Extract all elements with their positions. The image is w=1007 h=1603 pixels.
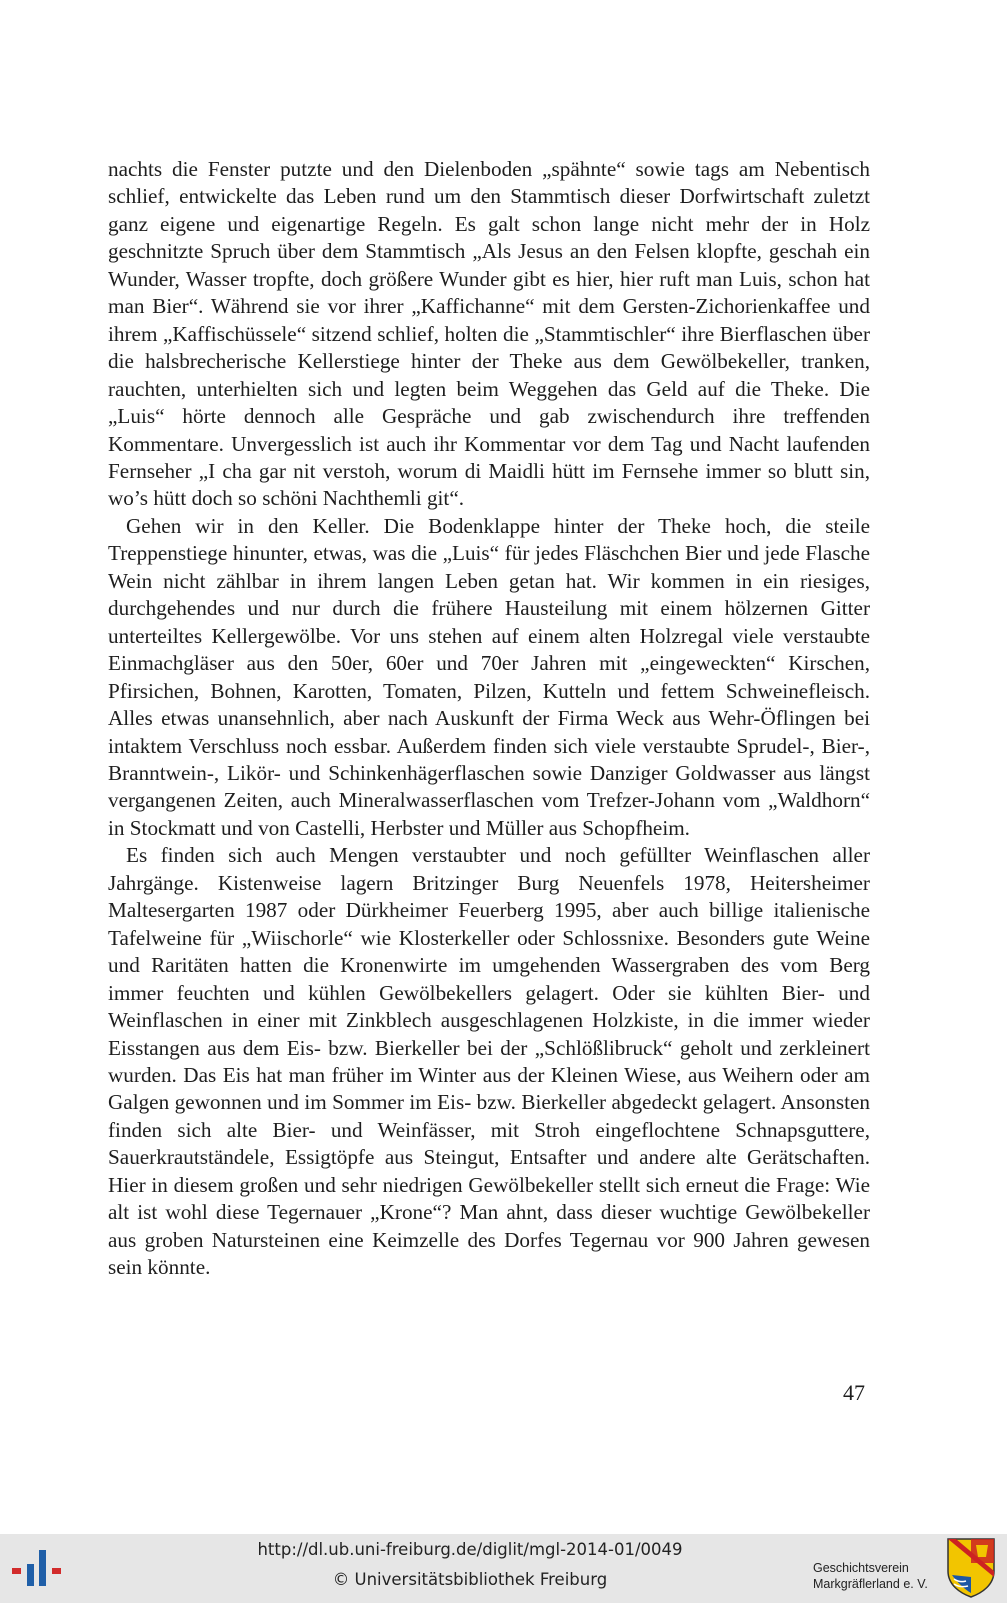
footer-url-link[interactable]: http://dl.ub.uni-freiburg.de/diglit/mgl-2014-01/0049 (257, 1540, 683, 1559)
publisher-line: Markgräflerland e. V. (813, 1577, 928, 1591)
ub-freiburg-logo-icon (12, 1548, 68, 1594)
publisher-name (813, 1560, 928, 1592)
page-body (108, 156, 870, 1282)
footer-copyright: © Universitätsbibliothek Freiburg (332, 1570, 608, 1589)
coat-of-arms-icon (946, 1537, 996, 1599)
paragraph: Gehen wir in den Keller. Die Bodenklappe hinter der Theke hoch, die steile Treppenstiege hinunter, etwas, was die „Luis“ für jedes Fläschchen Bier und jede Flasche Wein nicht zählbar in ihrem langen Leben getan hat. Wir kommen in ein riesiges, durchgehendes und nur durch die frühere Hausteilung mit einem hölzernen Gitter unterteiltes Kellergewölbe. Vor uns stehen auf einem alten Holzregal viele verstaubte Einmachgläser aus den 50er, 60er und 70er Jahren mit „eingeweckten“ Kirschen, Pfirsichen, Bohnen, Karotten, Tomaten, Pilzen, Kutteln und fettem Schweinefleisch. Alles etwas unansehnlich, aber nach Auskunft der Firma Weck aus Wehr-Öflingen bei intaktem Verschluss noch essbar. Außerdem finden sich viele verstaubte Sprudel-, Bier-, Branntwein-, Likör- und Schinkenhägerflaschen sowie Danziger Goldwasser aus längst vergangenen Zeiten, auch Mineralwasserflaschen vom Trefzer-Johann vom „Waldhorn“ in Stockmatt und von Castelli, Herbster und Müller aus Schopfheim. (108, 513, 870, 840)
publisher-line: Geschichtsverein (813, 1561, 909, 1575)
paragraph: Es finden sich auch Mengen verstaubter und noch gefüllter Weinflaschen aller Jahrgänge. Kistenweise lagern Britzinger Burg Neuenfels 1978, Heitersheimer Maltesergarten 1987 oder Dürkheimer Feuerberg 1995, aber auch billige italienische Tafelweine für „Wiischorle“ wie Klosterkeller oder Schlossnixe. Besonders gute Weine und Raritäten hatten die Kronenwirte im umgehenden Wassergraben des vom Berg immer feuchten und kühlen Gewölbekellers gelagert. Oder sie kühlten Bier- und Weinflaschen in einer mit Zinkblech ausgeschlagenen Holzkiste, in die immer wieder Eisstangen aus dem Eis- bzw. Bierkeller bei der „Schlößlibruck“ geholt und zerkleinert wurden. Das Eis hat man früher im Winter aus der Kleinen Wiese, aus Weihern oder am Galgen gewonnen und im Sommer im Eis- bzw. Bierkeller abgedeckt gelagert. Ansonsten finden sich alte Bier- und Weinfässer, mit Stroh eingeflochtene Schnapsguttere, Sauerkrautständele, Essigtöpfe aus Steingut, Entsafter und andere alte Gerätschaften. Hier in diesem großen und sehr niedrigen Gewölbekeller stellt sich erneut die Frage: Wie alt ist wohl diese Tegernauer „Krone“? Man ahnt, dass dieser wuchtige Gewölbekeller aus groben Natursteinen eine Keimzelle des Dorfes Tegernau vor 900 Jahren gewesen sein könnte. (108, 843, 870, 1280)
page-number: 47 (843, 1380, 865, 1405)
paragraph: nachts die Fenster putzte und den Dielenboden „spähnte“ sowie tags am Nebentisch schlief, entwickelte das Leben rund um den Stammtisch dieser Dorfwirtschaft zuletzt ganz eigene und eigenartige Regeln. Es galt schon lange nicht mehr der in Holz geschnitzte Spruch über dem Stammtisch „Als Jesus an den Felsen klopfte, geschah ein Wunder, Wasser tropfte, doch größere Wunder gibt es hier, hier ruft man Luis, schon hat man Bier“. Während sie vor ihrer „Kaffichanne“ mit dem Gersten-Zichorienkaffee und ihrem „Kaffischüssele“ sitzend schlief, holten die „Stammtischler“ ihre Bierflaschen über die halsbrecherische Kellerstiege hinter der Theke aus dem Gewölbekeller, tranken, rauchten, unterhielten sich und legten beim Weggehen das Geld auf die Theke. Die „Luis“ hörte dennoch alle Gespräche und gab zwischendurch ihre treffenden Kommentare. Unvergesslich ist auch ihr Kommentar vor dem Tag und Nacht laufenden Fernseher „I cha gar nit verstoh, worum di Maidli hütt im Fernsehe immer so blutt sin, wo’s hütt doch so schöni Nachthemli git“. (108, 157, 870, 511)
footer-bar (0, 1534, 1007, 1603)
